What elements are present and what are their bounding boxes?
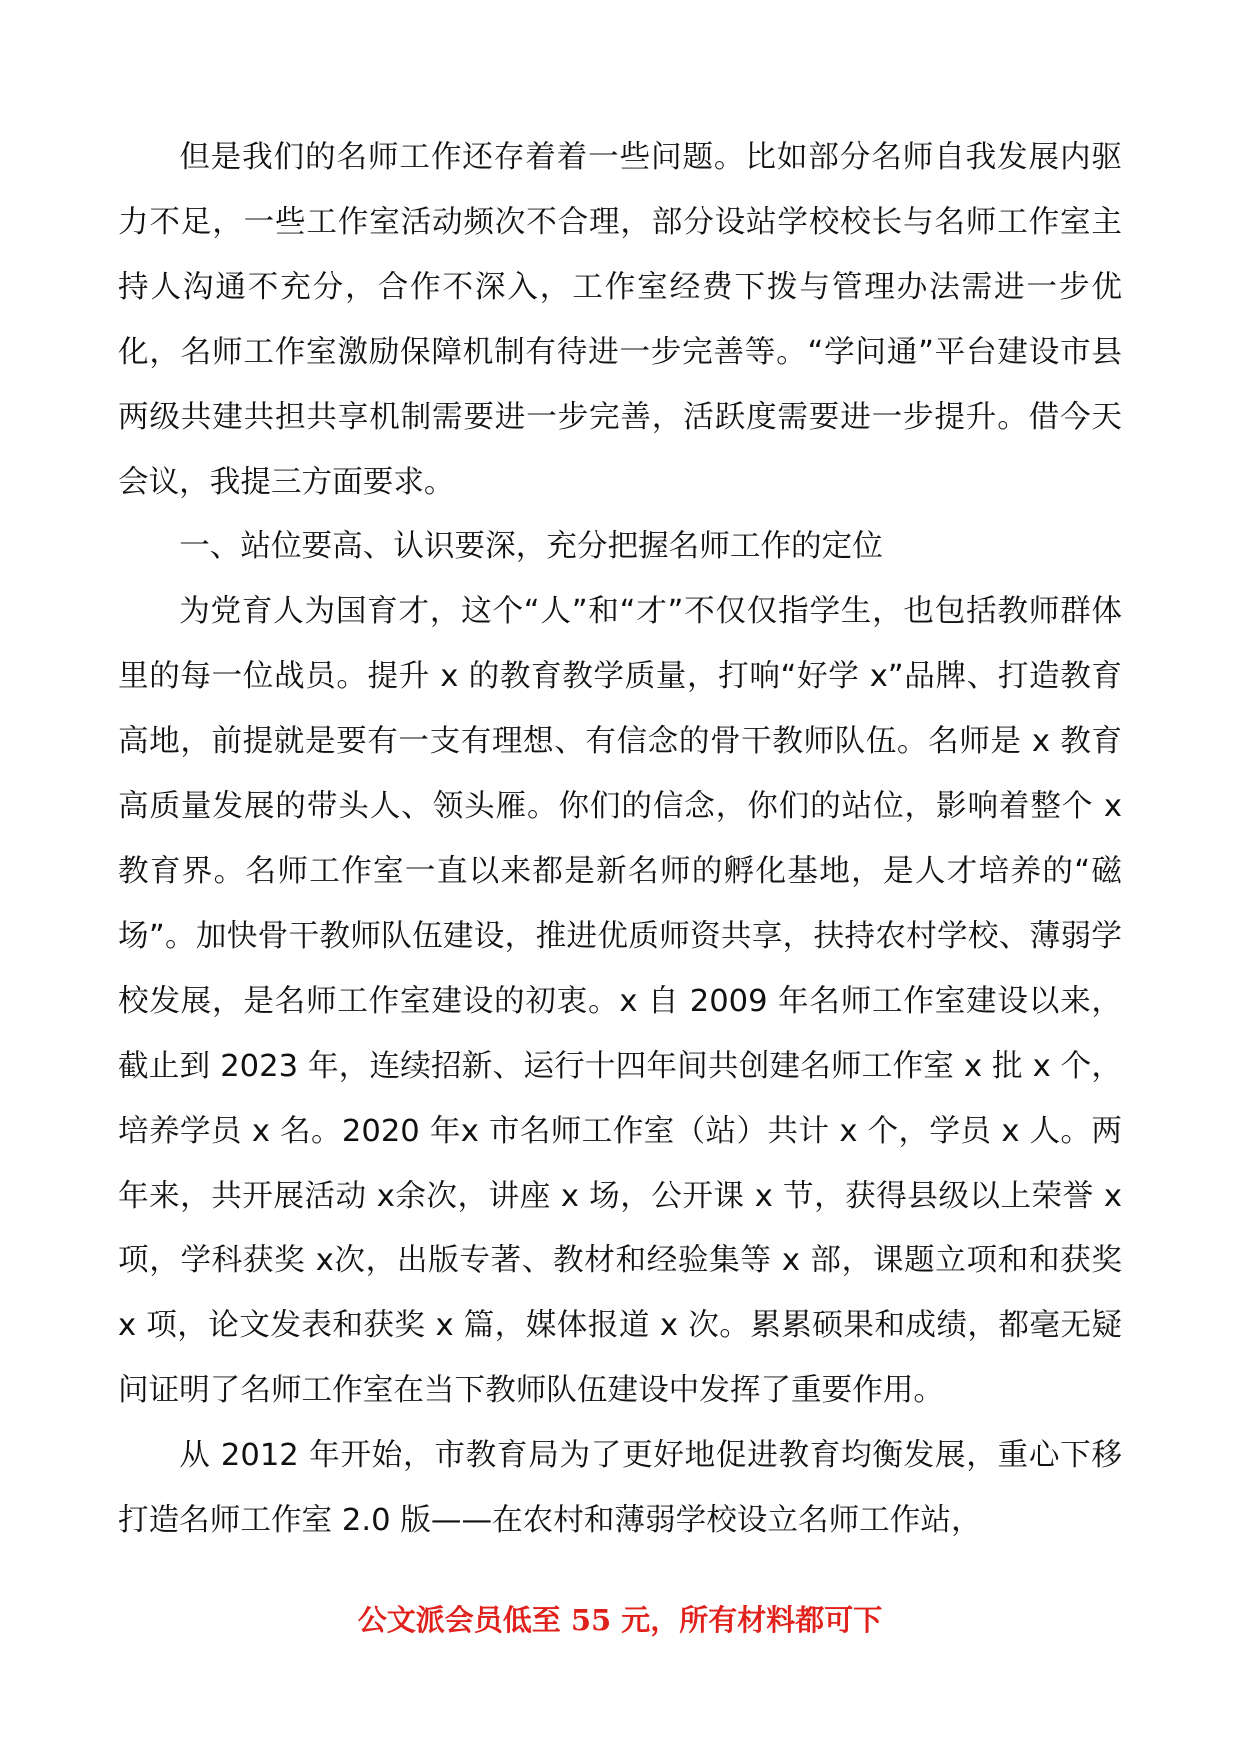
document-body	[118, 126, 1122, 1554]
paragraph-problems: 但是我们的名师工作还存着着一些问题。比如部分名师自我发展内驱力不足，一些工作室活动频次不合理，部分设站学校校长与名师工作室主持人沟通不充分，合作不深入，工作室经费下拨与管理办法需进一步优化，名师工作室激励保障机制有待进一步完善等。“学问通”平台建设市县两级共建共担共享机制需要进一步完善，活跃度需要进一步提升。借今天会议，我提三方面要求。	[118, 140, 1122, 500]
section-heading-1: 一、站位要高、认识要深，充分把握名师工作的定位	[179, 529, 883, 565]
paragraph-since-2012: 从 2012 年开始，市教育局为了更好地促进教育均衡发展，重心下移打造名师工作室 2.0 版——在农村和薄弱学校设立名师工作站，	[118, 1438, 1122, 1539]
paragraph-positioning: 为党育人为国育才，这个“人”和“才”不仅仅指学生，也包括教师群体里的每一位战员。提升 x 的教育教学质量，打响“好学 x”品牌、打造教育高地，前提就是要有一支有理想、有信念的骨干教师队伍。名师是 x 教育高质量发展的带头人、领头雁。你们的信念，你们的站位，影响着整个 x 教育界。名师工作室一直以来都是新名师的孵化基地，是人才培养的“磁场”。加快骨干教师队伍建设，推进优质师资共享，扶持农村学校、薄弱学校发展，是名师工作室建设的初衷。x 自 2009 年名师工作室建设以来，截止到 2023 年，连续招新、运行十四年间共创建名师工作室 x 批 x 个，培养学员 x 名。2020 年x 市名师工作室（站）共计 x 个，学员 x 人。两年来，共开展活动 x余次，讲座 x 场，公开课 x 节，获得县级以上荣誉 x 项，学科获奖 x次，出版专著、教材和经验集等 x 部，课题立项和和获奖 x 项，论文发表和获奖 x 篇，媒体报道 x 次。累累硕果和成绩，都毫无疑问证明了名师工作室在当下教师队伍建设中发挥了重要作用。	[118, 594, 1122, 1409]
promo-footer: 公文派会员低至 55 元，所有材料都可下	[357, 1603, 883, 1637]
